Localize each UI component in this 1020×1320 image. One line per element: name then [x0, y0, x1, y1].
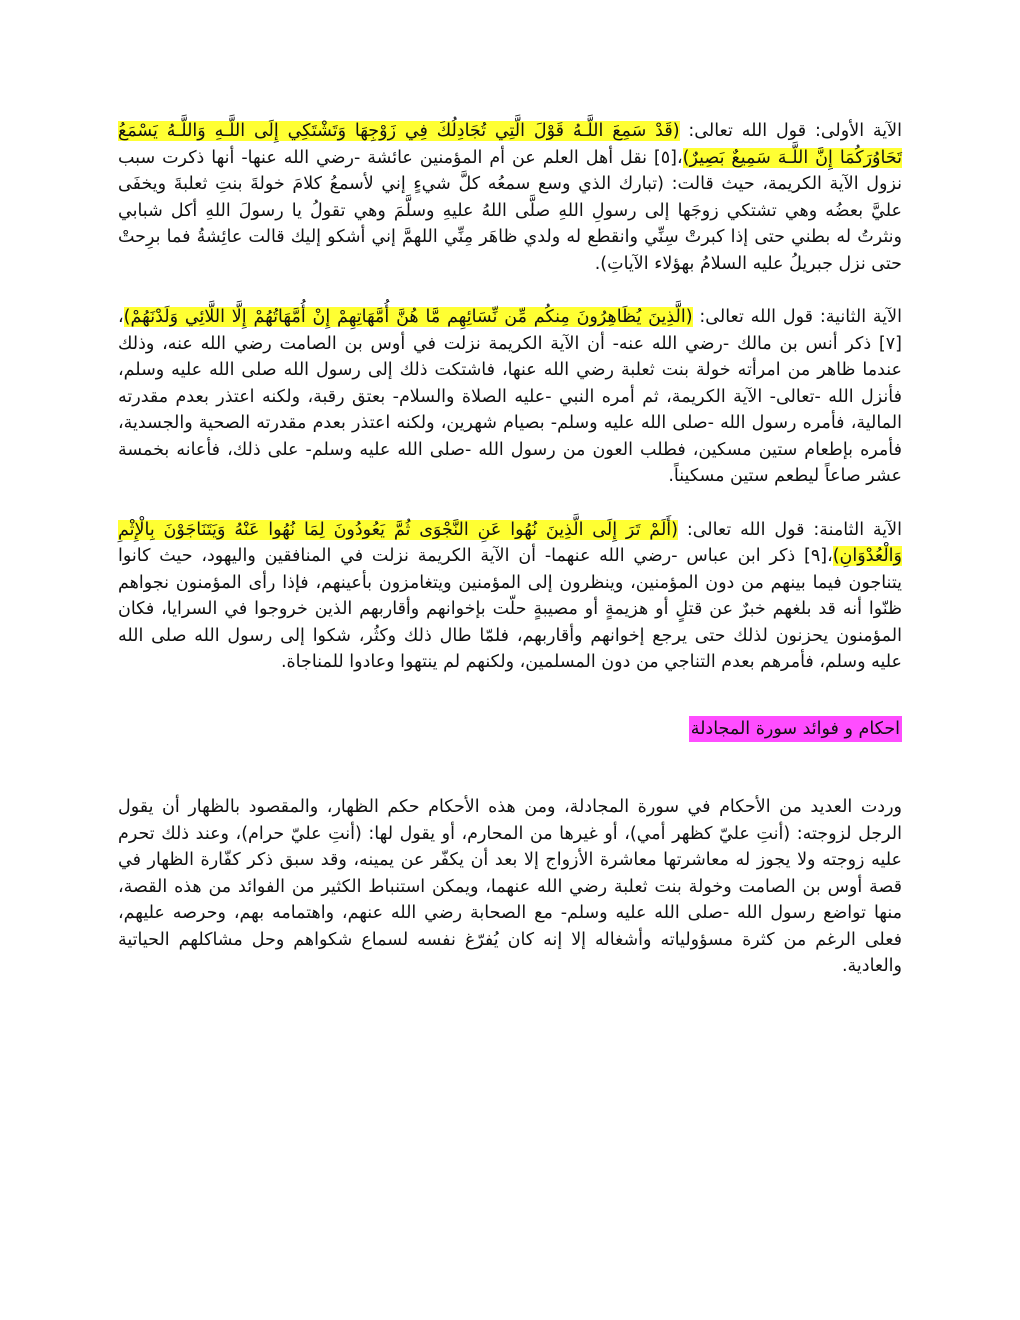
- verse-8-body: ،[٩] ذكر ابن عباس -رضي الله عنهما- أن الآية الكريمة نزلت في المنافقين واليهود، حيث كانوا يتناجون فيما بينهم من دون المؤمنين، وينظرون إلى المؤمنين ويتغامزون بأعينهم، فإذا رأى المؤمنون نجواهم ظنّوا أنه قد بلغهم خبرٌ عن قتلٍ أو هزيمةٍ أو مصيبةٍ حلّت بإخوانهم وأقاربهم الذين خروجوا في السرايا، فكان المؤمنون يحزنون لذلك حتى يرجع إخوانهم وأقاربهم، فلمّا طال ذلك وكثُر، شكوا إلى رسول الله صلى الله عليه وسلم، فأمرهم بعدم التناجي من دون المسلمين، ولكنهم لم ينتهوا وعادوا للمناجاة.: [118, 546, 902, 672]
- section-heading-row: [118, 716, 902, 743]
- verse-1-intro: الآية الأولى: قول الله تعالى:: [679, 121, 903, 141]
- verse-2-paragraph: [118, 304, 902, 490]
- verse-1-quote: (قَدْ سَمِعَ اللَّـهُ قَوْلَ الَّتِي تُجَادِلُكَ فِي زَوْجِهَا وَتَشْتَكِي إِلَى اللَّـهِ وَاللَّـهُ يَسْمَعُ تَحَاوُرَكُمَا إِنَّ اللَّـهَ سَمِيعٌ بَصِيرٌ): [118, 121, 902, 168]
- verse-8-paragraph: [118, 517, 902, 676]
- verse-8-quote: (أَلَمْ تَرَ إِلَى الَّذِينَ نُهُوا عَنِ النَّجْوَى ثُمَّ يَعُودُونَ لِمَا نُهُوا عَنْهُ وَيَتَنَاجَوْنَ بِالْإِثْمِ وَالْعُدْوَانِ): [118, 519, 902, 566]
- verse-2-intro: الآية الثانية: قول الله تعالى:: [692, 307, 902, 327]
- verse-1-body: ،[٥] نقل أهل العلم عن أم المؤمنين عائشة -رضي الله عنها- أنها ذكرت سبب نزول الآية الكريمة، حيث قالت: (تبارك الذي وسع سمعُه كلَّ شيءٍ إني لأسمعُ كلامَ خولةَ بنتِ ثعلبةَ ويخفَى عليَّ بعضُه وهي تشتكي زوجَها إلى رسولِ اللهِ صلَّى اللهُ عليهِ وسلَّمَ وهي تقولُ يا رسولَ اللهِ أكل شبابي ونثرتُ له بطني حتى إذا كبرتْ سِنِّي وانقطع له ولدي ظاهَر مِنِّي اللهمَّ إني أشكو إليك قالت عائِشةُ فما برِحتْ حتى نزل جبريلُ عليه السلامُ بهؤلاء الآياتِ).: [118, 147, 902, 274]
- verse-2-quote: (الَّذِينَ يُظَاهِرُونَ مِنكُم مِّن نِّسَائِهِم مَّا هُنَّ أُمَّهَاتِهِمْ إِنْ أُمَّهَاتُهُمْ إِلَّا اللَّائِي وَلَدْنَهُمْ): [123, 307, 693, 327]
- verse-8-intro: الآية الثامنة: قول الله تعالى:: [677, 519, 902, 540]
- section-body-paragraph: وردت العديد من الأحكام في سورة المجادلة، ومن هذه الأحكام حكم الظهار، والمقصود بالظهار أن يقول الرجل لزوجته: (أنتِ عليّ كظهر أمي)، أو غيرها من المحارم، أو يقول لها: (أنتِ عليّ حرام)، وعند ذلك تحرم عليه زوجته ولا يجوز له معاشرتها معاشرة الأزواج إلا بعد أن يكفّر عن يمينه، وقد سبق ذكر كفّارة الظهار في قصة أوس بن الصامت وخولة بنت ثعلبة رضي الله عنهما، ويمكن استنباط الكثير من الفوائد من هذه القصة، منها تواضع رسول الله -صلى الله عليه وسلم- مع الصحابة رضي الله عنهم، واهتمامه بهم، وحرصه عليهم، فعلى الرغم من كثرة مسؤولياته وأشغاله إلا إنه كان يُفرّغ نفسه لسماع شكواهم وحل مشاكلهم الحياتية والعادية.: [118, 797, 902, 976]
- section-heading: احكام و فوائد سورة المجادلة: [689, 716, 902, 743]
- verse-1-paragraph: [118, 118, 902, 277]
- verse-2-body: ،[٧] ذكر أنس بن مالك -رضي الله عنه- أن الآية الكريمة نزلت في أوس بن الصامت رضي الله عنه، وذلك عندما ظاهر من امرأته خولة بنت ثعلبة رضي الله عنها، فاشتكت ذلك إلى رسول الله صلى الله عليه وسلم، فأنزل الله -تعالى- الآية الكريمة، ثم أمره النبي -عليه الصلاة والسلام- بعتق رقبة، ولكنه اعتذر بعدم مقدرته المالية، فأمره رسول الله -صلى الله عليه وسلم- بصيام شهرين، ولكنه اعتذر بعدم مقدرته الصحية والجسدية، فأمره بإطعام ستين مسكين، فطلب العون من رسول الله -صلى الله عليه وسلم- على ذلك، فأعانه بخمسة عشر صاعاً ليطعم ستين مسكيناً.: [118, 307, 902, 486]
- document-page: [118, 118, 902, 980]
